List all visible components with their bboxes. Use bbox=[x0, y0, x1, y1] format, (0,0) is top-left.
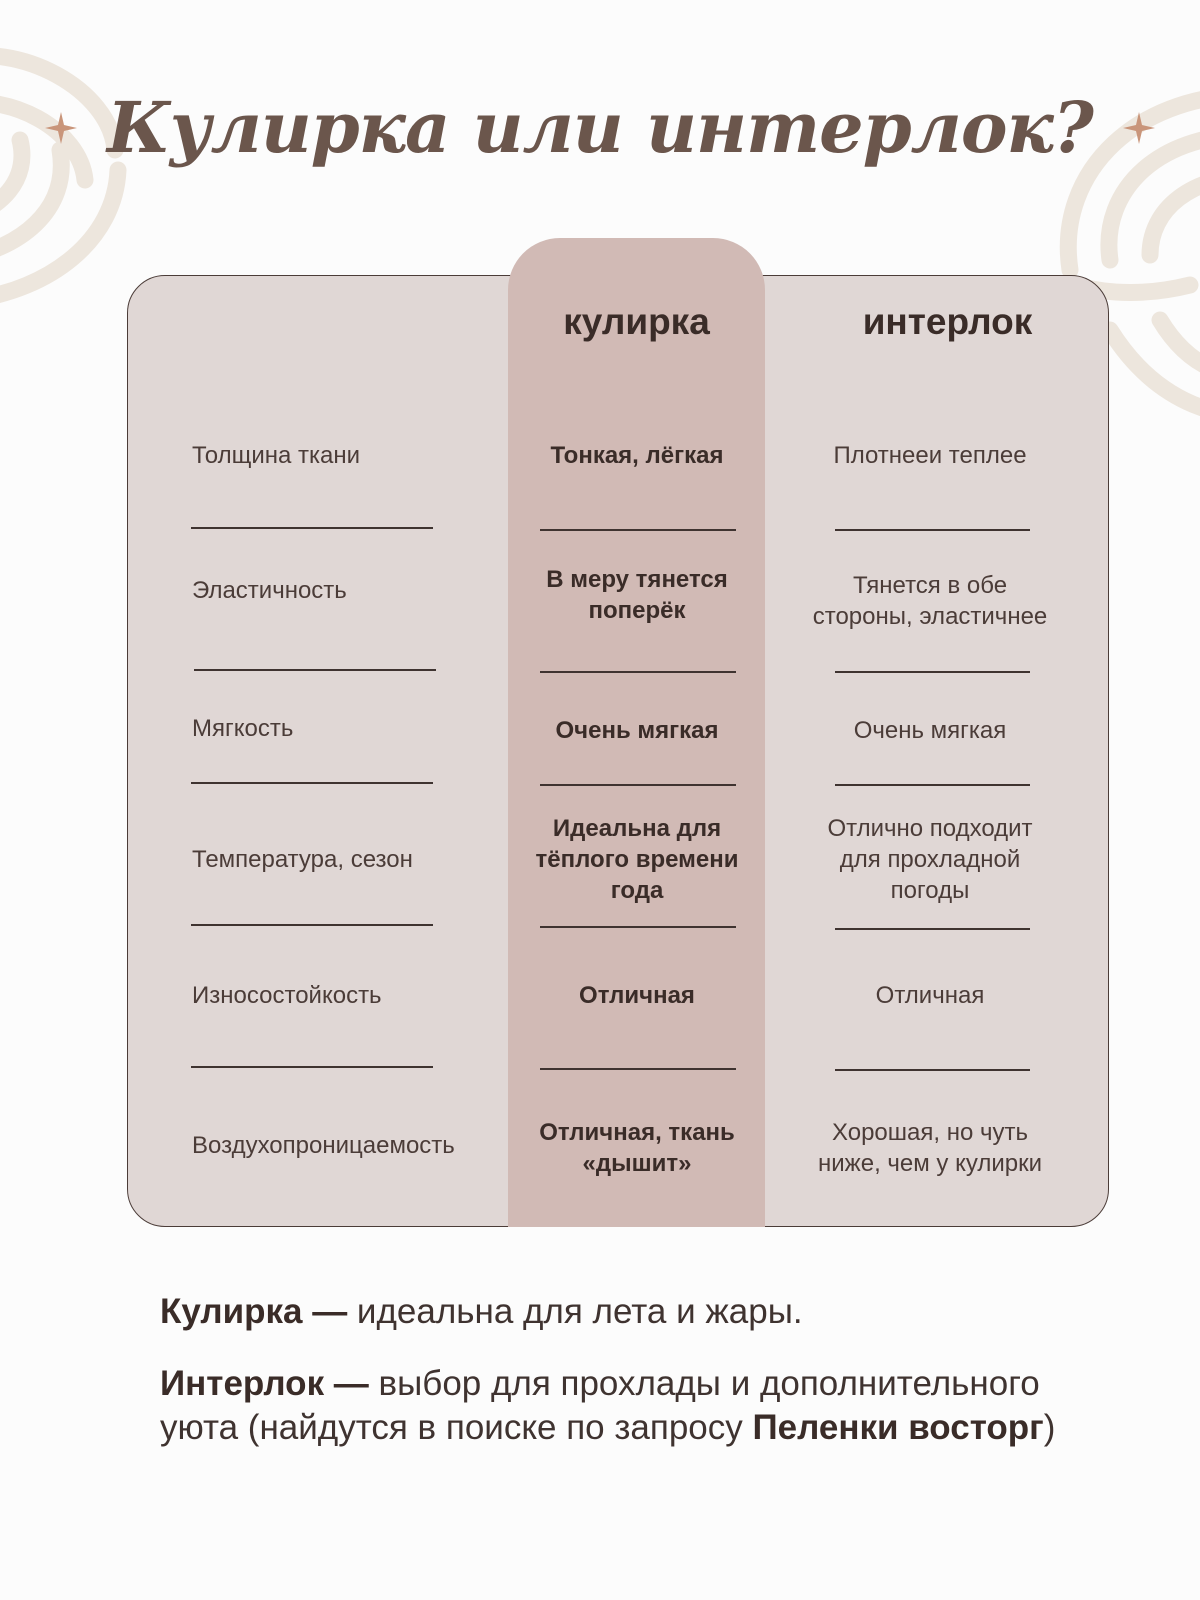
row-divider bbox=[540, 529, 736, 531]
kulirka-cell: В меру тянется поперёк bbox=[546, 566, 728, 624]
kulirka-cell: Тонкая, лёгкая bbox=[550, 441, 724, 469]
kulirka-cell: Идеальна для тёплого времени года bbox=[535, 815, 739, 904]
row-divider bbox=[540, 926, 736, 928]
summary-kulirka-text: идеальна для лета и жары. bbox=[347, 1292, 803, 1331]
page-title: Кулирка или интерлок? bbox=[107, 86, 1093, 169]
interlok-cell: Отличная bbox=[875, 981, 985, 1009]
interlok-cell: Очень мягкая bbox=[853, 716, 1007, 744]
kulirka-cell: Отличная, ткань «дышит» bbox=[539, 1118, 735, 1177]
interlok-cell: Хорошая, но чуть ниже, чем у кулирки bbox=[818, 1118, 1042, 1177]
row-divider bbox=[540, 671, 736, 673]
row-label: Мягкость bbox=[192, 714, 294, 742]
row-label: Воздухопроницаемость bbox=[192, 1131, 455, 1159]
sparkle-icon bbox=[1123, 112, 1155, 144]
row-divider bbox=[835, 1069, 1030, 1071]
row-divider bbox=[540, 784, 736, 786]
column-header-interlok: интерлок bbox=[862, 301, 1033, 342]
kulirka-cell: Очень мягкая bbox=[555, 716, 719, 744]
row-label: Толщина ткани bbox=[192, 441, 361, 469]
row-divider bbox=[835, 529, 1030, 531]
row-divider bbox=[540, 1068, 736, 1070]
row-label: Износостойкость bbox=[192, 981, 382, 1009]
title-row bbox=[0, 78, 1200, 178]
row-divider bbox=[194, 669, 436, 671]
row-divider bbox=[835, 671, 1030, 673]
interlok-cell: Тянется в обе стороны, эластичнее bbox=[812, 571, 1048, 630]
row-divider bbox=[835, 928, 1030, 930]
summary-interlok bbox=[160, 1362, 1100, 1450]
interlok-cell: Плотнееи теплее bbox=[833, 441, 1027, 469]
summary-kulirka-term: Кулирка — bbox=[160, 1292, 348, 1331]
search-query: Пеленки восторг bbox=[752, 1408, 1044, 1447]
row-divider bbox=[191, 527, 433, 529]
summary-interlok-close: ) bbox=[1043, 1408, 1056, 1447]
summary-interlok-text: выбор для прохлады и дополнительного уюта (найдутся в поиске по запросу bbox=[160, 1364, 1040, 1447]
row-divider bbox=[835, 784, 1030, 786]
row-divider bbox=[191, 1066, 433, 1068]
row-label: Температура, сезон bbox=[192, 845, 413, 873]
column-header-kulirka: кулирка bbox=[563, 301, 710, 342]
row-divider bbox=[191, 782, 433, 784]
interlok-cell: Отлично подходит для прохладной погоды bbox=[827, 815, 1033, 904]
row-label: Эластичность bbox=[192, 576, 347, 604]
row-divider bbox=[191, 924, 433, 926]
sparkle-icon bbox=[45, 112, 77, 144]
summary-kulirka bbox=[160, 1290, 1100, 1334]
summary-interlok-term: Интерлок — bbox=[160, 1364, 369, 1403]
kulirka-cell: Отличная bbox=[579, 981, 695, 1009]
